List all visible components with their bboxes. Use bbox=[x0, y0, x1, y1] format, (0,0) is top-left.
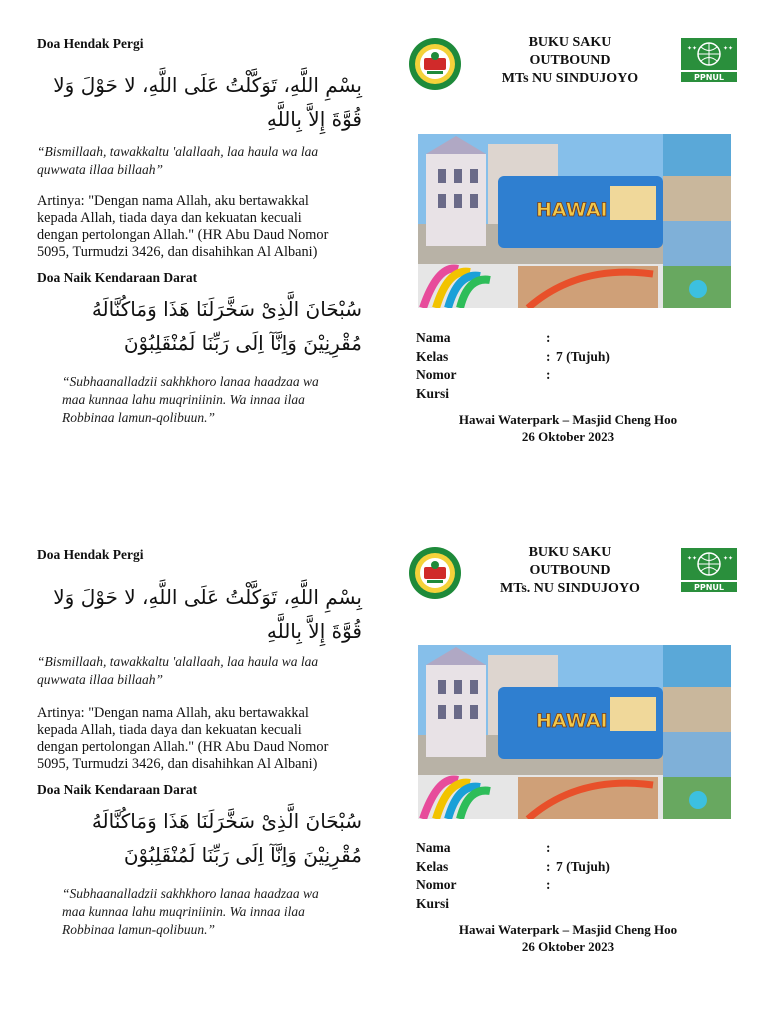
doa-pergi-meaning bbox=[37, 705, 367, 773]
title-line: OUTBOUND bbox=[529, 563, 611, 578]
kelas-value: 7 (Tujuh) bbox=[556, 348, 610, 364]
event-destination: Hawai Waterpark – Masjid Cheng Hoo bbox=[458, 922, 678, 937]
kelas-value: 7 (Tujuh) bbox=[556, 858, 610, 874]
arabic-line: سُبْحَانَ الَّذِىْ سَخَّرَلَنَا هَذَا وَمَاكُنَّالَهُ bbox=[91, 809, 362, 833]
svg-text:✦✦: ✦✦ bbox=[723, 45, 734, 52]
doa-pergi-meaning bbox=[37, 193, 367, 261]
arabic-line: بِسْمِ اللَّهِ، تَوَكَّلْتُ عَلَى اللَّهِ، لا حَوْلَ وَلا bbox=[53, 73, 362, 97]
event-footer bbox=[418, 411, 718, 445]
svg-text:✦✦: ✦✦ bbox=[723, 555, 734, 562]
event-footer bbox=[418, 921, 718, 955]
nama-label: Nama bbox=[416, 840, 451, 855]
doa-pergi-heading: Doa Hendak Pergi bbox=[37, 36, 144, 51]
colon: : bbox=[546, 348, 551, 364]
nu-logo-text: PPNUL bbox=[693, 583, 725, 592]
event-destination: Hawai Waterpark – Masjid Cheng Hoo bbox=[458, 412, 678, 427]
translit-line: “Subhaanalladzii sakhkhoro lanaa haadzaa wa bbox=[62, 374, 319, 389]
nu-logo-icon bbox=[679, 546, 739, 594]
translit-line: “Bismillaah, tawakkaltu 'alallaah, laa haula wa laa bbox=[37, 654, 319, 669]
colon: : bbox=[546, 330, 551, 345]
colon: : bbox=[546, 877, 551, 892]
doa-kendaraan-heading: Doa Naik Kendaraan Darat bbox=[37, 782, 198, 797]
meaning-line: kepada Allah, tiada daya dan kekuatan kecuali bbox=[37, 722, 302, 738]
waterpark-photo bbox=[418, 134, 731, 308]
colon: : bbox=[546, 840, 551, 855]
svg-text:✦✦: ✦✦ bbox=[687, 555, 698, 562]
doa-kendaraan-arabic bbox=[37, 292, 362, 360]
kursi-label: Nomor Kursi bbox=[416, 877, 457, 911]
event-date: 26 Oktober 2023 bbox=[521, 939, 615, 954]
arabic-line: مُقْرِنِيْنَ وَاِنَّآ اِلَى رَبِّنَا لَمُنْقَلِبُوْنَ bbox=[123, 843, 362, 867]
translit-line: “Bismillaah, tawakkaltu 'alallaah, laa haula wa laa bbox=[37, 144, 319, 159]
photo-sign-text: HAWAI bbox=[536, 710, 608, 732]
meaning-line: dengan pertolongan Allah." (HR Abu Daud Nomor bbox=[37, 227, 329, 243]
translit-line: “Subhaanalladzii sakhkhoro lanaa haadzaa wa bbox=[62, 886, 319, 901]
nu-logo-icon bbox=[679, 36, 739, 84]
doa-kendaraan-heading: Doa Naik Kendaraan Darat bbox=[37, 270, 198, 285]
doa-pergi-transliteration bbox=[37, 143, 318, 179]
doa-kendaraan-arabic bbox=[37, 804, 362, 872]
title-line: OUTBOUND bbox=[529, 53, 611, 68]
meaning-line: Artinya: "Dengan nama Allah, aku bertawakkal bbox=[37, 705, 309, 721]
title-line: BUKU SAKU bbox=[528, 545, 612, 560]
title-line: MTs NU SINDUJOYO bbox=[501, 71, 639, 86]
kursi-label: Nomor Kursi bbox=[416, 367, 457, 401]
translit-line: Robbinaa lamun-qolibuun.” bbox=[62, 410, 216, 425]
doa-kendaraan-transliteration bbox=[62, 885, 319, 939]
meaning-line: 5095, Turmudzi 3426, dan disahihkan Al Albani) bbox=[37, 756, 318, 772]
svg-text:✦✦: ✦✦ bbox=[687, 45, 698, 52]
translit-line: quwwata illaa billaah” bbox=[37, 672, 164, 687]
meaning-line: dengan pertolongan Allah." (HR Abu Daud Nomor bbox=[37, 739, 329, 755]
school-logo-icon bbox=[407, 36, 463, 92]
meaning-line: Artinya: "Dengan nama Allah, aku bertawakkal bbox=[37, 193, 309, 209]
arabic-line: قُوَّةَ إِلاَّ بِاللَّهِ bbox=[266, 107, 362, 131]
title-line: MTs. NU SINDUJOYO bbox=[500, 581, 640, 596]
booklet-title bbox=[470, 544, 670, 598]
translit-line: Robbinaa lamun-qolibuun.” bbox=[62, 922, 216, 937]
nama-label: Nama bbox=[416, 330, 451, 345]
photo-sign-text: HAWAI bbox=[536, 199, 608, 221]
kelas-label: Kelas bbox=[416, 858, 449, 874]
doa-pergi-heading: Doa Hendak Pergi bbox=[37, 547, 144, 562]
colon: : bbox=[546, 858, 551, 874]
booklet-title bbox=[470, 34, 670, 88]
doa-pergi-arabic bbox=[37, 68, 362, 136]
kelas-label: Kelas bbox=[416, 348, 449, 364]
event-date: 26 Oktober 2023 bbox=[521, 429, 615, 444]
arabic-line: قُوَّةَ إِلاَّ بِاللَّهِ bbox=[266, 619, 362, 643]
translit-line: maa kunnaa lahu muqriniinin. Wa innaa ilaa bbox=[62, 904, 305, 919]
meaning-line: kepada Allah, tiada daya dan kekuatan kecuali bbox=[37, 210, 302, 226]
nu-logo-text: PPNUL bbox=[693, 73, 725, 82]
arabic-line: سُبْحَانَ الَّذِىْ سَخَّرَلَنَا هَذَا وَمَاكُنَّالَهُ bbox=[91, 297, 362, 321]
doa-pergi-arabic bbox=[37, 580, 362, 648]
pocketbook-card bbox=[0, 0, 768, 510]
pocketbook-card bbox=[0, 510, 768, 1020]
doa-pergi-transliteration bbox=[37, 653, 318, 689]
title-line: BUKU SAKU bbox=[528, 35, 612, 50]
translit-line: quwwata illaa billaah” bbox=[37, 162, 164, 177]
arabic-line: بِسْمِ اللَّهِ، تَوَكَّلْتُ عَلَى اللَّهِ، لا حَوْلَ وَلا bbox=[53, 585, 362, 609]
arabic-line: مُقْرِنِيْنَ وَاِنَّآ اِلَى رَبِّنَا لَمُنْقَلِبُوْنَ bbox=[123, 331, 362, 355]
waterpark-photo bbox=[418, 645, 731, 819]
colon: : bbox=[546, 367, 551, 382]
doa-kendaraan-transliteration bbox=[62, 373, 319, 427]
translit-line: maa kunnaa lahu muqriniinin. Wa innaa ilaa bbox=[62, 392, 305, 407]
meaning-line: 5095, Turmudzi 3426, dan disahihkan Al Albani) bbox=[37, 244, 318, 260]
school-logo-icon bbox=[407, 545, 463, 601]
